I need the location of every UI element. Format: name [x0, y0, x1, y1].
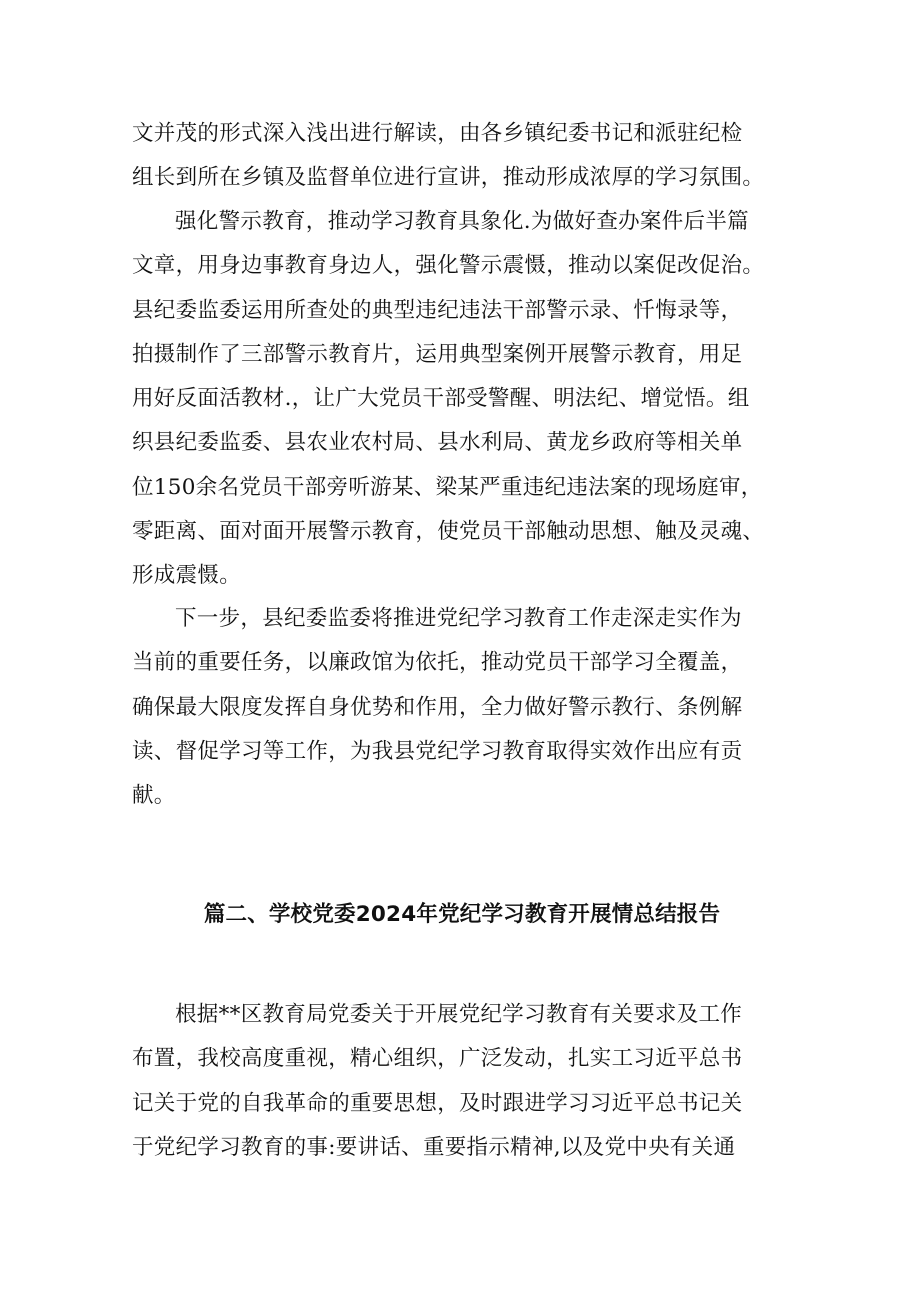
- text-line: 强化警示教育，推动学习教育具象化.为做好查办案件后半篇: [175, 209, 749, 234]
- text-line: 组长到所在乡镇及监督单位进行宣讲，推动形成浓厚的学习氛围。: [132, 165, 765, 191]
- text-line: 根据**区教育局党委关于开展党纪学习教育有关要求及工作: [175, 1002, 743, 1027]
- text-line: 确保最大限度发挥自身优势和作用，全力做好警示教行、条例解: [132, 694, 743, 720]
- text-line: 记关于党的自我革命的重要思想，及时跟进学习习近平总书记关: [132, 1090, 743, 1116]
- text-line: 用好反面活教材.，让广大党员干部受警醒、明法纪、增觉悟。组: [132, 386, 750, 412]
- text-line: 布置，我校高度重视，精心组织，广泛发动，扎实工习近平总书: [132, 1046, 743, 1072]
- text-line: 文并茂的形式深入浅出进行解读，由各乡镇纪委书记和派驻纪检: [132, 121, 743, 146]
- text-line: 县纪委监委运用所查处的典型违纪违法干部警示录、忏悔录等，: [132, 297, 743, 323]
- text-line: 当前的重要任务，以廉政馆为依托，推动党员干部学习全覆盖，: [132, 650, 743, 676]
- text-line: 读、督促学习等工作，为我县党纪学习教育取得实效作出应有贡: [132, 738, 743, 764]
- text-line: 位150余名党员干部旁听游某、梁某严重违纪违法案的现场庭审，: [132, 474, 763, 500]
- text-line: 于党纪学习教育的事:要讲话、重要指示精神,以及党中央有关通: [132, 1134, 736, 1160]
- text-line: 零距离、面对面开展警示教育，使党员干部触动思想、触及灵魂、: [132, 519, 765, 545]
- text-line: 形成震慑。: [132, 563, 242, 589]
- text-line: 文章，用身边事教育身边人，强化警示震慑，推动以案促改促治。: [132, 253, 765, 279]
- text-line: 献。: [132, 783, 176, 809]
- paragraph-school-report: [132, 993, 792, 1170]
- paragraph-continuation: [132, 112, 792, 201]
- text-line: 拍摄制作了三部警示教育片，运用典型案例开展警示教育，用足: [132, 341, 743, 367]
- text-line: 下一步，县纪委监委将推进党纪学习教育工作走深走实作为: [175, 606, 742, 631]
- paragraph-next-step: [132, 597, 792, 818]
- paragraph-warning-education: [132, 200, 792, 599]
- text-line: 织县纪委监委、县农业农村局、县水利局、黄龙乡政府等相关单: [132, 430, 743, 456]
- section-heading: 篇二、学校党委2024年党纪学习教育开展情总结报告: [203, 902, 721, 927]
